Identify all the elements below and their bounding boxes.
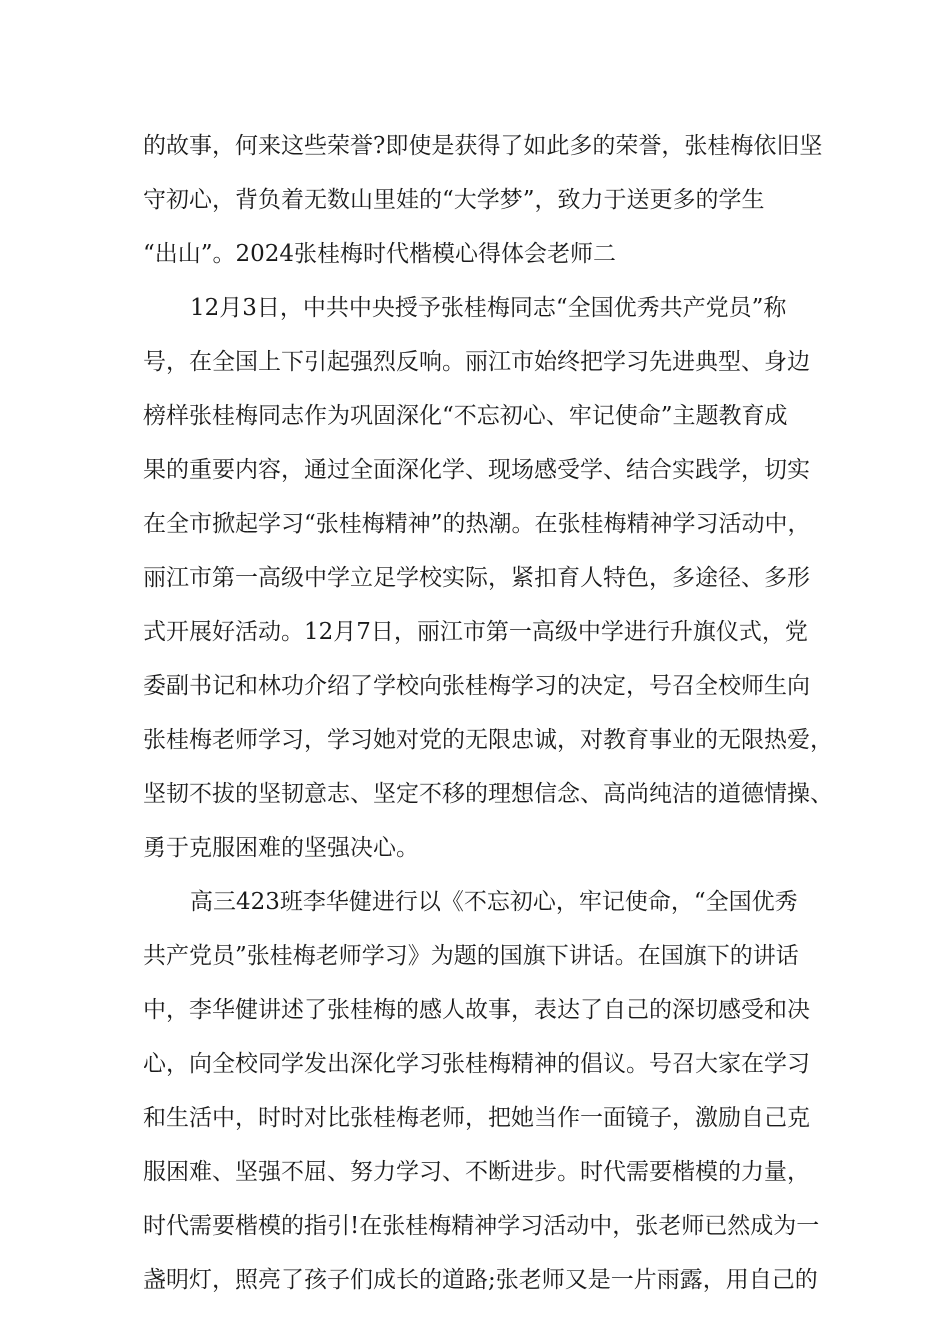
text-line: 守初心，背负着无数山里娃的“大学梦”，致力于送更多的学生 (143, 187, 765, 213)
text-line: 的故事，何来这些荣誉?即使是获得了如此多的荣誉，张桂梅依旧坚 (143, 133, 823, 159)
text-line: 心，向全校同学发出深化学习张桂梅精神的倡议。号召大家在学习 (143, 1051, 810, 1077)
text-line: 榜样张桂梅同志作为巩固深化“不忘初心、牢记使命”主题教育成 (143, 403, 788, 429)
text-line: 勇于克服困难的坚强决心。 (143, 835, 419, 861)
text-line: 共产党员”张桂梅老师学习》为题的国旗下讲话。在国旗下的讲话 (143, 943, 799, 969)
text-line: 12月3日，中共中央授予张桂梅同志“全国优秀共产党员”称 (190, 295, 787, 321)
text-line: 高三423班李华健进行以《不忘初心，牢记使命，“全国优秀 (190, 889, 798, 915)
text-line: 和生活中，时时对比张桂梅老师，把她当作一面镜子，激励自己克 (143, 1105, 810, 1131)
text-line: 时代需要楷模的指引!在张桂梅精神学习活动中，张老师已然成为一 (143, 1213, 820, 1239)
text-line: 果的重要内容，通过全面深化学、现场感受学、结合实践学，切实 (143, 457, 810, 483)
text-line: 丽江市第一高级中学立足学校实际，紧扣育人特色，多途径、多形 (143, 565, 810, 591)
text-line: 张桂梅老师学习，学习她对党的无限忠诚，对教育事业的无限热爱， (143, 727, 833, 753)
text-line: 服困难、坚强不屈、努力学习、不断进步。时代需要楷模的力量， (143, 1159, 810, 1185)
text-line: 号，在全国上下引起强烈反响。丽江市始终把学习先进典型、身边 (143, 349, 810, 375)
text-line: 中，李华健讲述了张桂梅的感人故事，表达了自己的深切感受和决 (143, 997, 810, 1023)
text-line: 式开展好活动。12月7日，丽江市第一高级中学进行升旗仪式，党 (143, 619, 808, 645)
text-line: 委副书记和林功介绍了学校向张桂梅学习的决定，号召全校师生向 (143, 673, 810, 699)
text-line: 盏明灯，照亮了孩子们成长的道路;张老师又是一片雨露，用自己的 (143, 1267, 818, 1293)
text-line: 在全市掀起学习“张桂梅精神”的热潮。在张桂梅精神学习活动中， (143, 511, 811, 537)
text-line: “出山”。2024张桂梅时代楷模心得体会老师二 (143, 241, 617, 267)
text-line: 坚韧不拔的坚韧意志、坚定不移的理想信念、高尚纯洁的道德情操、 (143, 781, 833, 807)
